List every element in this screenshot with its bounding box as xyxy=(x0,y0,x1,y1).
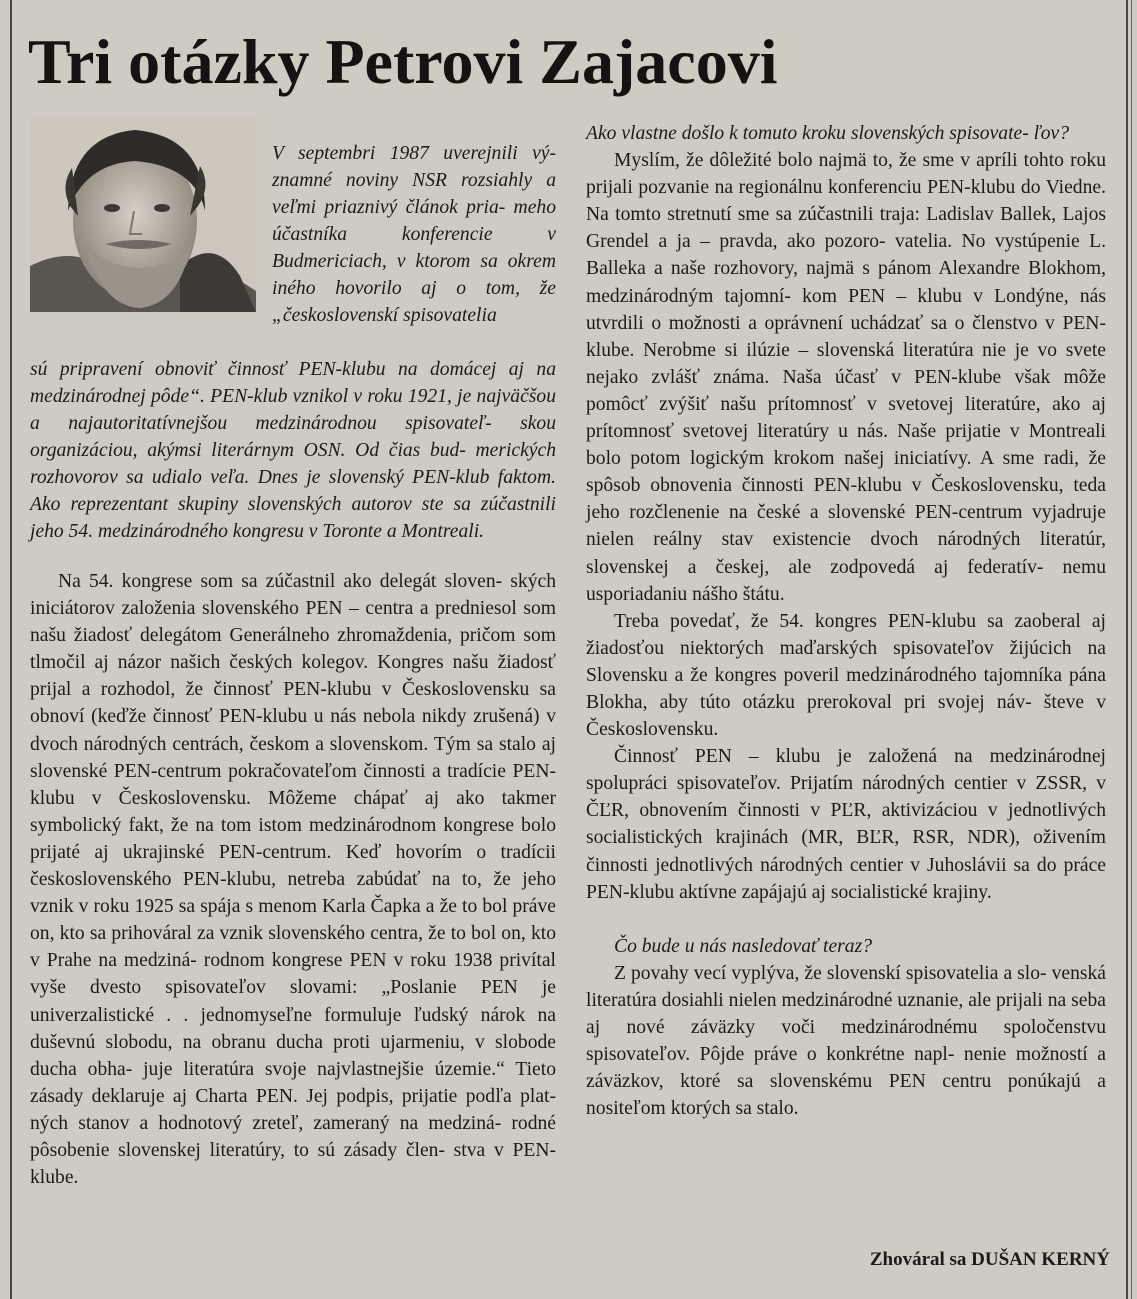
author-portrait-photo xyxy=(30,116,256,312)
frame-border-right-inner xyxy=(1131,0,1132,1299)
answer2-paragraph-b: Treba povedať, že 54. kongres PEN-klubu sa zaoberal aj žiadosťou niektorých maďarských spisovateľov žijúcich na Slovensku a že kongres poveril medzinárodného tajomníka pána Blokha, aby túto otázku prerokoval pri svojej náv- števe v Československu. xyxy=(586,610,1106,741)
question3: Čo bude u nás nasledovať teraz? xyxy=(614,935,873,957)
answer1-paragraph: Na 54. kongrese som sa zúčastnil ako delegát sloven- ských iniciátorov založenia slovenského PEN – centra a predniesol som našu žiadosť delegátom Generálneho zhromaždenia, pričom som tlmočil aj názor našich českých kolegov. Kongres našu žiadosť prijal a rozhodol, že činnosť PEN-klubu v Československu sa obnoví (keďže činnosť PEN-klubu u nás nebola nikdy zrušená) v dvoch národných centrách, českom a slovenskom. Tým sa stalo aj slovenské PEN-centrum pokračovateľom činnosti a tradície PEN-klubu v Československu. Môžeme chápať aj ako takmer symbolický fakt, že na tom istom medzinárodnom kongrese bolo prijaté aj ukrajinské PEN-centrum. Keď hovorím o tradícii československého PEN-klubu, netreba zabúdať na to, že jeho vznik v roku 1925 sa spája s menom Karla Čapka a že to bol práve on, kto sa prihováral za vznik slovenského centra, že to bol on, kto v Prahe na medziná- rodnom kongrese PEN v roku 1938 privítal vyše dvesto spisovateľov slovami: „Poslanie PEN je univerzalistické . . jednomyseľne formuluje ľudský nárok na duševnú slobodu, na obranu ducha proti ujarmeniu, v slobode ducha obha- juje literatúra svoje najvlastnejšie územie.“ Tieto zásady deklaruje aj Charta PEN. Jej podpis, prijatie podľa plat- ných stanov a hodnotový zreteľ, zameraný na medziná- rodné pôsobenie slovenskej literatúry, to sú zásady člen- stva v PEN-klube. xyxy=(30,571,556,1189)
intro-paragraph-part2: sú pripravení obnoviť činnosť PEN-klubu na domácej aj na medzinárodnej pôde“. PEN-klub vznikol v roku 1921, je najväčšou a najautoritatívnejšou medzinárodnou spisovateľ- skou organizáciou, akýmsi literárnym OSN. Od čias bud- merických rozhovorov sa udialo veľa. Dnes je slovenský PEN-klub faktom. Ako reprezentant skupiny slovenských autorov ste sa zúčastnili jeho 54. medzinárodného kongresu v Toronte a Montreali. xyxy=(30,358,556,543)
frame-border-left xyxy=(10,0,12,1299)
paragraph-gap xyxy=(586,906,1106,933)
answer3-paragraph: Z povahy vecí vyplýva, že slovenskí spisovatelia a slo- venská literatúra dosiahli nielen medzinárodné uznanie, ale prijali na seba aj nové záväzky voči medzinárodnému spoločenstvu spisovateľov. Pôjde práve o konkrétne napl- nenie možností a záväzkov, ktoré sa slovenskému PEN centru ponúkajú a nositeľom ktorých sa stalo. xyxy=(586,962,1106,1120)
answer2-paragraph-a: Myslím, že dôležité bolo najmä to, že sme v apríli tohto roku prijali pozvanie na regionálnu konferenciu PEN-klubu do Viedne. Na tomto stretnutí sme sa zúčastnili traja: Ladislav Ballek, Lajos Grendel a ja – pravda, ako pozoro- vatelia. No vystúpenie L. Balleka a naše rozhovory, najmä s pánom Alexandre Blokhom, medzinárodným tajomní- kom PEN – klubu v Londýne, nás utvrdili o možnosti a oprávnení uchádzať sa o členstvo v PEN-klube. Nerobme si ilúzie – slovenská literatúra nie je vo svete nejako zvlášť známa. Naša účasť v PEN-klube však môže pomôcť zvýšiť našu prítomnosť v svetovej literatúre, ako aj prítomnosť svetovej literatúry u nás. Naše prijatie v Montreali bolo potom logickým krokom našej iniciatívy. A sme radi, že spôsob obnovenia činnosti PEN-klubu v Československu, teda jeho rozčlenenie na české a slovenské PEN-centrum vyjadruje nielen reálny stav existencie dvoch národných literatúr, slovenskej a českej, ale zodpovedá aj federatív- nemu usporiadaniu nášho štátu. xyxy=(586,150,1106,605)
portrait-illustration xyxy=(30,116,256,312)
intro-question-wrapped xyxy=(272,120,556,349)
author-signature: Zhováral sa DUŠAN KERNÝ xyxy=(869,1249,1110,1270)
intro-paragraph-part1: V septembri 1987 uverejnili vý- znamné noviny NSR rozsiahly a veľmi priaznivý článok pria- meho účastníka konferencie v Budmericiach, v ktorom sa okrem iného hovorilo aj o tom, že „československí spisovatelia xyxy=(272,142,556,327)
question2: Ako vlastne došlo k tomuto kroku slovenských spisovate- ľov? xyxy=(586,123,1070,144)
intro-question-full xyxy=(30,336,556,565)
answer2-paragraph-c: Činnosť PEN – klubu je založená na medzinárodnej spolupráci spisovateľov. Prijatím národných centier v ZSSR, v ČĽR, obnovením činnosti v PĽR, aktivizáciou v jednotlivých socialistických krajinách (MR, BĽR, RSR, NDR), oživením činnosti jednotlivých národných centier v Juhoslávii sa do práce PEN-klubu aktívne zapájajú aj socialistické krajiny. xyxy=(586,746,1106,903)
right-column xyxy=(586,120,1106,1122)
answer1-column xyxy=(30,568,556,1191)
frame-border-right xyxy=(1126,0,1128,1299)
article-headline: Tri otázky Petrovi Zajacovi xyxy=(28,26,778,97)
